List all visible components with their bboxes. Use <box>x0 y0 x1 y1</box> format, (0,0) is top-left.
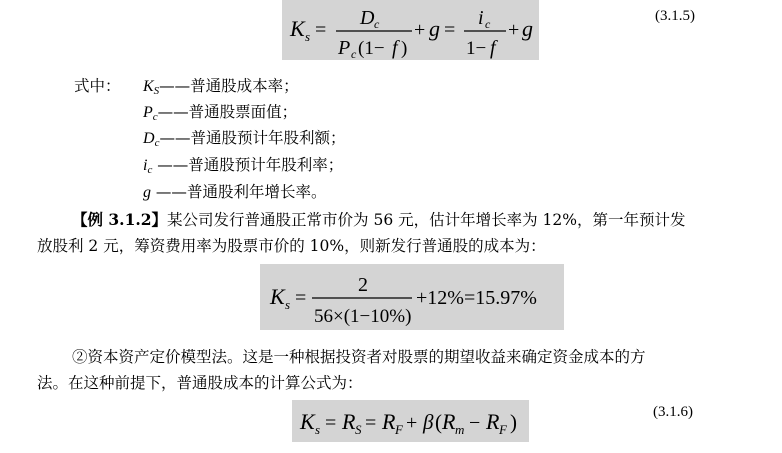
formula-g-1: g <box>429 16 440 41</box>
formula-num2: i <box>478 7 484 29</box>
definition-text: 普通股预计年股利额； <box>190 129 346 147</box>
example-line-1 <box>72 206 686 234</box>
capm-rf-sub: F <box>395 422 403 437</box>
formula-3-1-6 <box>292 400 529 442</box>
capm-rf2-sub: F <box>499 422 507 437</box>
formula-num2-sub: c <box>485 17 491 31</box>
capm-rf: R <box>382 409 396 434</box>
definition-row <box>143 181 326 204</box>
definition-row <box>143 154 343 181</box>
formula-den1-sub: c <box>351 47 357 60</box>
example-eq: = <box>295 287 307 309</box>
definition-symbol-sub: c <box>147 164 153 176</box>
definition-symbol-sub: S <box>153 85 160 97</box>
definition-text: 普通股预计年股利率； <box>188 156 344 174</box>
capm-plus: + <box>406 412 418 434</box>
capm-minus: − <box>469 412 481 434</box>
formula-num1: D <box>360 7 375 29</box>
formula-eq: = <box>315 19 327 41</box>
formula-den1-f: f <box>392 37 398 59</box>
capm-line-1: ②资本资产定价模型法。这是一种根据投资者对股票的期望收益来确定资金成本的方 <box>72 348 646 366</box>
definition-symbol: D <box>143 130 155 147</box>
definition-dash: —— <box>151 183 187 201</box>
formula-lhs-sub: s <box>305 29 311 44</box>
example-lhs-sub: s <box>285 297 291 312</box>
example-label: 【例 3.1.2】 <box>72 210 168 229</box>
example-den: 56×(1−10%) <box>314 306 412 327</box>
formula-den1-b: (1− <box>358 38 385 59</box>
formula-g-2: g <box>522 16 533 41</box>
example-line-2: 放股利 2 元，筹资费用率为股票市价的 10%，则新发行普通股的成本为： <box>37 237 546 255</box>
definition-symbol-sub: c <box>152 111 158 123</box>
formula-num1-sub: c <box>374 17 380 31</box>
definition-symbol: K <box>143 78 154 95</box>
definitions-intro: 式中： <box>74 77 121 95</box>
capm-eq-2: = <box>365 412 377 434</box>
capm-k-sub: s <box>315 422 321 437</box>
formula-den1-p: P <box>338 37 351 59</box>
example-rest: +12%=15.97% <box>416 287 537 309</box>
formula-lhs: K <box>290 16 305 41</box>
equation-number-315: (3.1.5) <box>655 8 695 24</box>
example-num: 2 <box>358 274 368 296</box>
example-text-1: 某公司发行普通股正常市价为 56 元，估计年增长率为 12%，第一年预计发 <box>167 211 686 229</box>
capm-eq-1: = <box>325 412 337 434</box>
definition-symbol-sub: c <box>154 137 160 149</box>
definition-text: 普通股票面值； <box>188 103 298 121</box>
capm-paren-open: ( <box>435 410 442 434</box>
capm-r-sub: S <box>355 422 362 437</box>
definition-dash: —— <box>152 156 189 174</box>
definition-text: 普通股成本率； <box>190 77 299 95</box>
definition-dash: —— <box>157 103 189 121</box>
capm-k: K <box>300 409 315 434</box>
capm-line-2: 法。在这种前提下，普通股成本的计算公式为： <box>37 374 363 392</box>
formula-den2-f: f <box>490 37 496 59</box>
formula-example <box>260 264 564 330</box>
capm-paren-close: ) <box>510 410 517 434</box>
capm-rm: R <box>442 409 456 434</box>
formula-plus-1: + <box>414 19 426 41</box>
definition-dash: —— <box>159 77 191 95</box>
capm-rf2: R <box>486 409 500 434</box>
equation-number-316: (3.1.6) <box>653 404 693 420</box>
definition-symbol: P <box>143 104 153 121</box>
definition-row <box>143 101 297 128</box>
definition-row <box>143 75 299 102</box>
formula-3-1-5 <box>282 0 539 60</box>
capm-r: R <box>342 409 356 434</box>
definition-dash: —— <box>159 129 191 147</box>
formula-den2-a: 1− <box>466 38 487 59</box>
definition-row <box>143 127 345 154</box>
example-lhs: K <box>270 284 285 309</box>
definition-text: 普通股利年增长率。 <box>186 183 327 201</box>
formula-plus-2: + <box>508 19 520 41</box>
formula-den1-c: ) <box>401 38 408 59</box>
capm-rm-sub: m <box>455 422 465 437</box>
definition-symbol: i <box>143 157 148 174</box>
definition-symbol: g <box>143 184 151 201</box>
formula-eq-2: = <box>444 19 456 41</box>
capm-beta: β <box>423 410 434 434</box>
